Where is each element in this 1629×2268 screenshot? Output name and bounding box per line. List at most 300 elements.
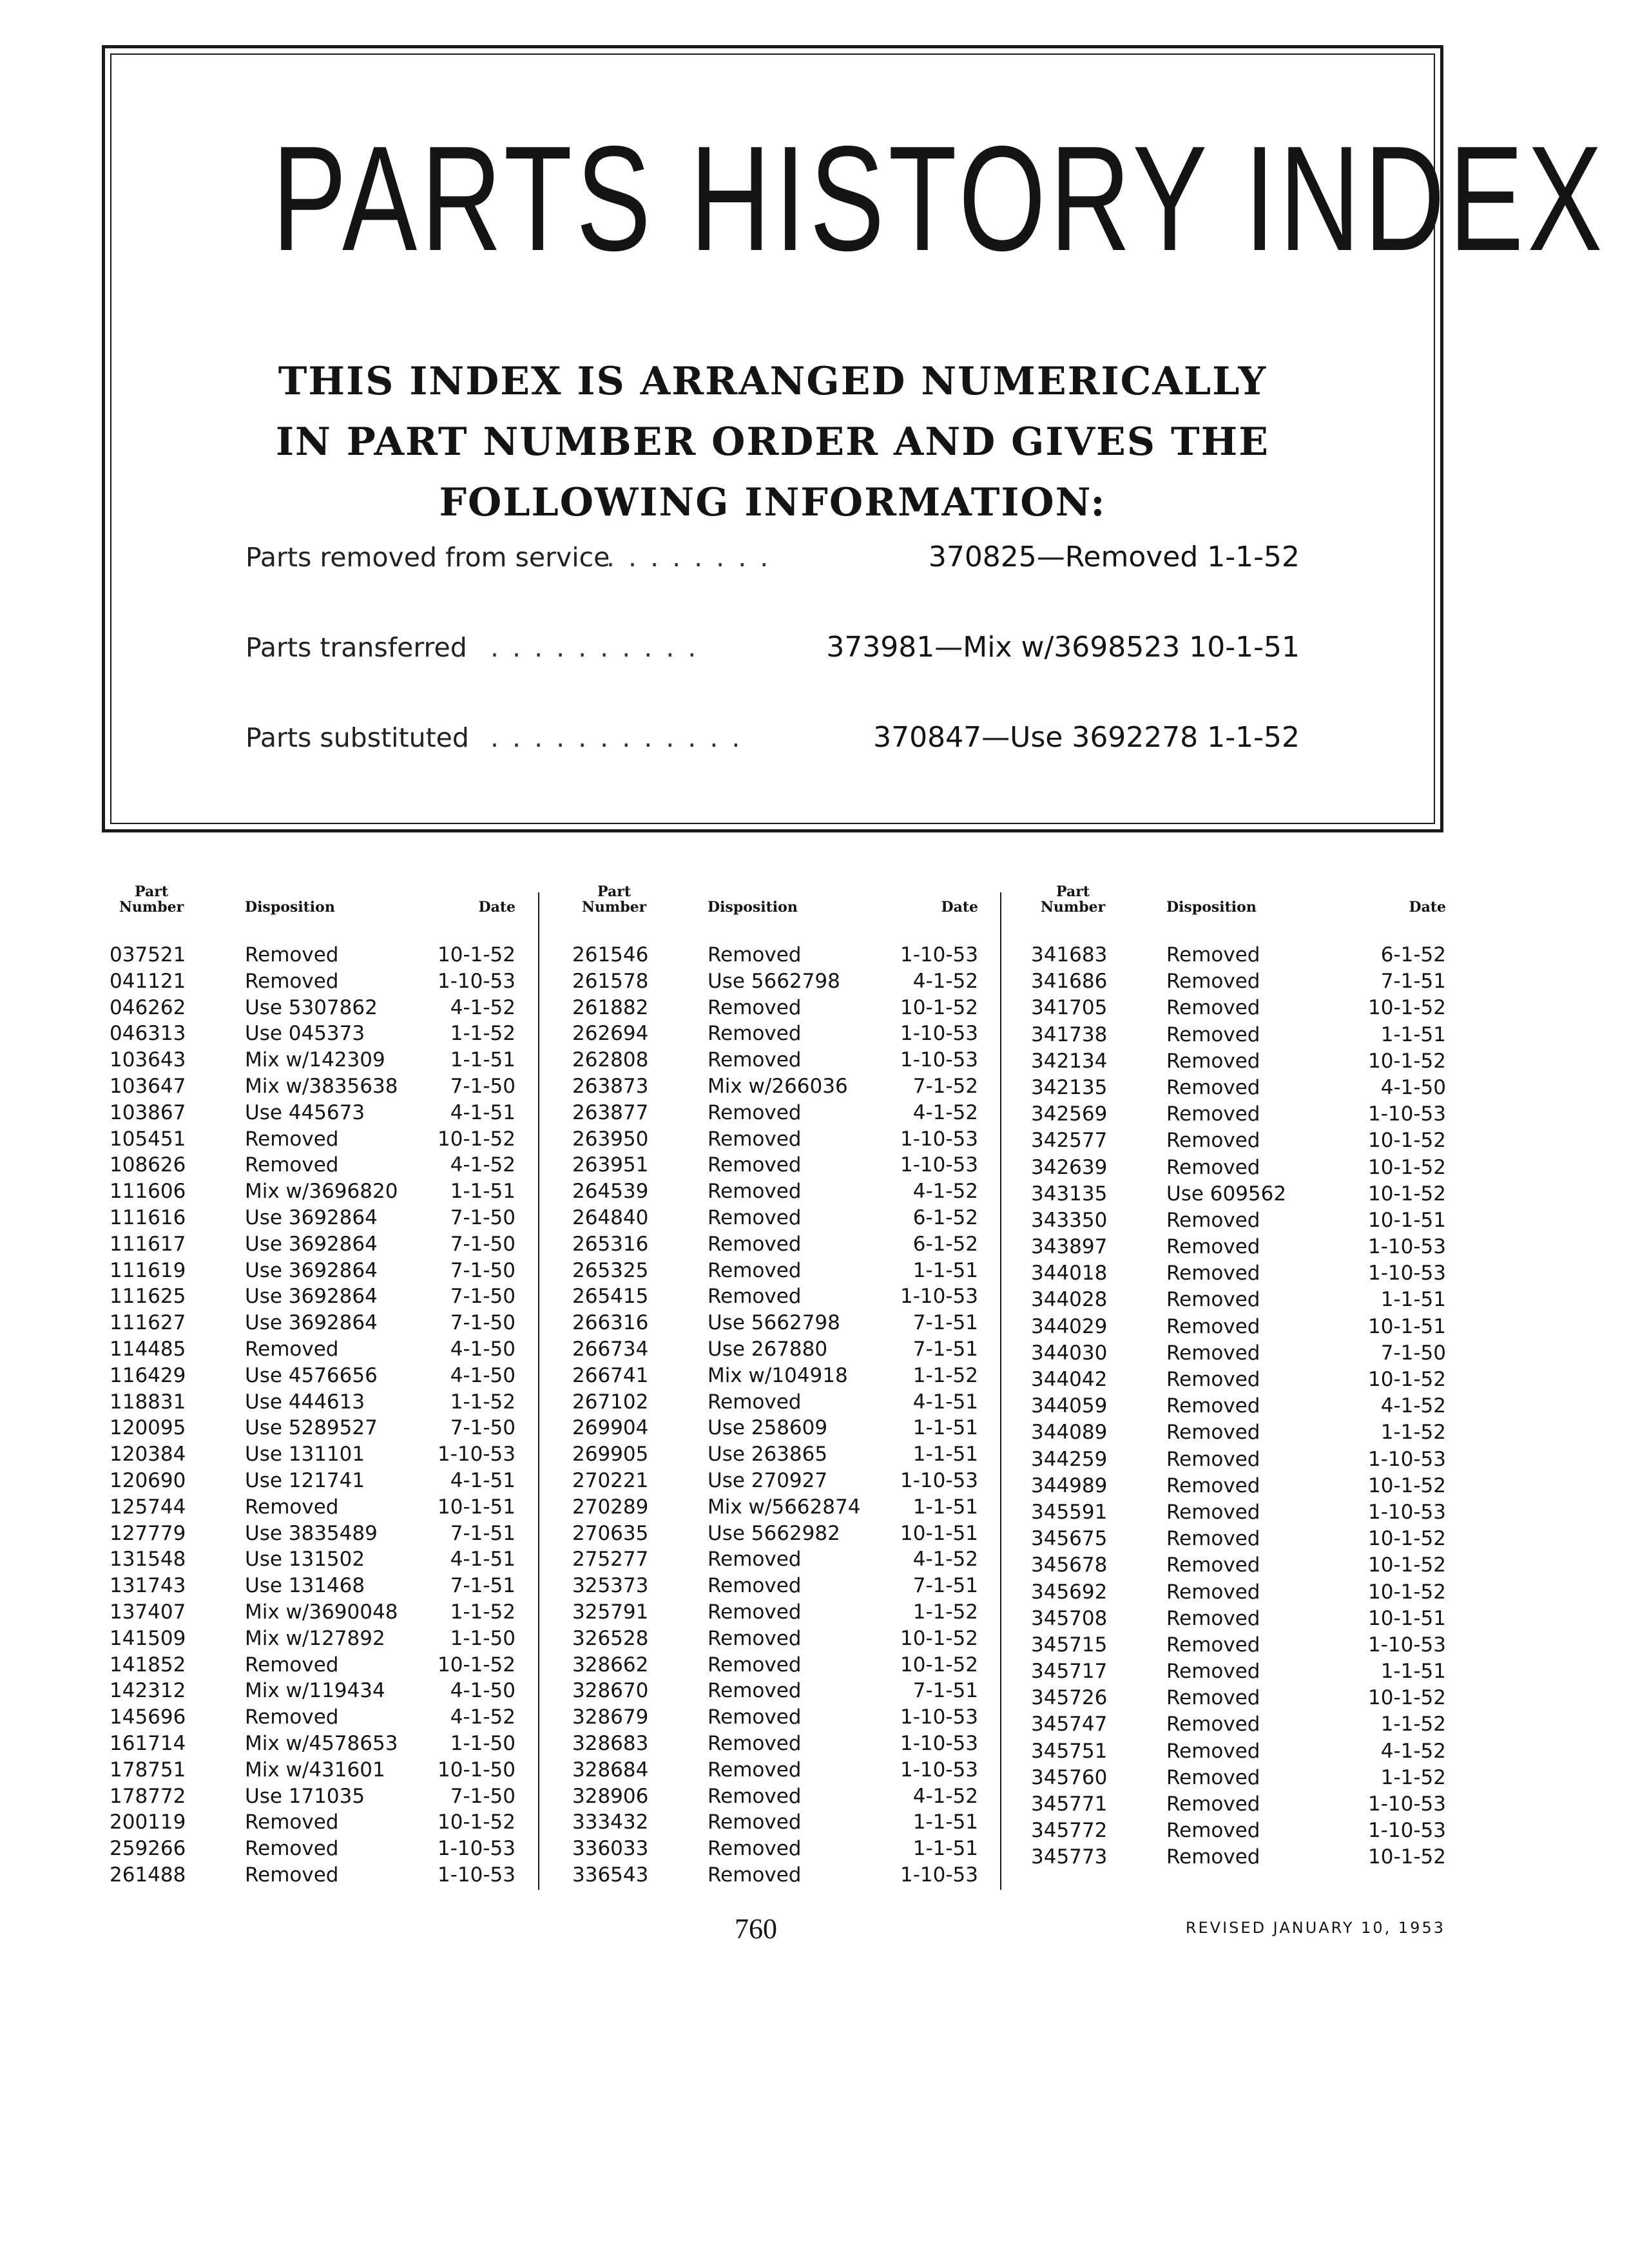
date-cell: 10-1-52 <box>1368 996 1446 1020</box>
table-row <box>1031 1287 1446 1313</box>
disposition-cell: Removed <box>1166 1129 1260 1153</box>
disposition-header: Disposition <box>245 899 335 916</box>
disposition-header: Disposition <box>708 899 798 916</box>
table-row <box>110 1573 516 1599</box>
table-row <box>572 1573 978 1599</box>
disposition-cell: Use 5289527 <box>245 1416 378 1440</box>
part-number-cell: 111616 <box>110 1206 186 1229</box>
part-number-cell: 328679 <box>572 1706 649 1729</box>
date-cell: 10-1-51 <box>900 1521 978 1545</box>
part-number-cell: 336543 <box>572 1863 649 1887</box>
disposition-cell: Mix w/5662874 <box>708 1495 861 1519</box>
part-number-cell: 344042 <box>1031 1368 1108 1391</box>
part-number-cell: 326528 <box>572 1626 649 1650</box>
disposition-cell: Removed <box>708 1022 802 1046</box>
date-cell: 1-1-51 <box>912 1416 978 1440</box>
disposition-cell: Use 131468 <box>245 1574 365 1598</box>
date-cell: 1-1-52 <box>450 1390 516 1414</box>
part-number-cell: 344030 <box>1031 1341 1108 1365</box>
date-cell: 1-10-53 <box>1368 1633 1446 1657</box>
table-row <box>572 1152 978 1178</box>
table-row <box>572 1521 978 1547</box>
description-line: THIS INDEX IS ARRANGED NUMERICALLY <box>278 359 1268 404</box>
disposition-cell: Removed <box>245 1153 339 1177</box>
disposition-cell: Use 609562 <box>1166 1182 1287 1206</box>
part-number-cell: 341686 <box>1031 970 1108 994</box>
part-number-cell: 263951 <box>572 1153 649 1177</box>
table-row <box>1031 1552 1446 1579</box>
disposition-cell: Use 3692864 <box>245 1206 378 1229</box>
table-row <box>1031 1818 1446 1844</box>
table-row <box>1031 1155 1446 1181</box>
disposition-cell: Removed <box>245 1863 339 1887</box>
disposition-cell: Mix w/266036 <box>708 1074 848 1098</box>
page-number: 760 <box>735 1913 777 1945</box>
part-number-cell: 261578 <box>572 969 649 993</box>
table-row <box>1031 1685 1446 1711</box>
part-number-cell: 270221 <box>572 1468 649 1492</box>
table-row <box>572 1336 978 1363</box>
disposition-cell: Removed <box>1166 1792 1260 1816</box>
table-row <box>572 1021 978 1047</box>
example-value: 370847—Use 3692278 1-1-52 <box>873 721 1300 754</box>
disposition-cell: Removed <box>708 1048 802 1072</box>
table-row <box>110 1626 516 1652</box>
table-row <box>110 1178 516 1205</box>
disposition-cell: Use 5662798 <box>708 1311 840 1335</box>
part-number-cell: 265415 <box>572 1285 649 1309</box>
part-number-cell: 120690 <box>110 1468 186 1492</box>
part-number-cell: 263873 <box>572 1074 649 1098</box>
table-row <box>110 1336 516 1363</box>
part-number-cell: 341738 <box>1031 1023 1108 1046</box>
date-cell: 10-1-52 <box>438 1653 516 1677</box>
table-row <box>1031 1632 1446 1658</box>
disposition-cell: Use 121741 <box>245 1468 365 1492</box>
part-number-cell: 264840 <box>572 1206 649 1229</box>
date-cell: 7-1-51 <box>912 1574 978 1598</box>
part-number-cell: 344089 <box>1031 1421 1108 1445</box>
table-row <box>1031 1128 1446 1154</box>
table-row <box>110 1862 516 1888</box>
date-cell: 7-1-50 <box>450 1416 516 1440</box>
part-number-cell: 120095 <box>110 1416 186 1440</box>
part-number-cell: 343897 <box>1031 1235 1108 1259</box>
part-number-cell: 041121 <box>110 969 186 993</box>
date-cell: 1-1-52 <box>1380 1421 1446 1445</box>
disposition-cell: Removed <box>708 995 802 1019</box>
disposition-cell: Removed <box>1166 970 1260 994</box>
column-header <box>572 883 978 934</box>
date-cell: 1-10-53 <box>1368 1500 1446 1524</box>
date-cell: 7-1-50 <box>450 1285 516 1309</box>
table-row <box>1031 1260 1446 1287</box>
example-substituted <box>246 718 1300 757</box>
disposition-cell: Removed <box>245 969 339 993</box>
index-column-2 <box>572 883 978 1901</box>
part-number-cell: 270289 <box>572 1495 649 1519</box>
date-cell: 1-1-51 <box>912 1258 978 1282</box>
date-cell: 10-1-50 <box>438 1758 516 1782</box>
date-cell: 10-1-52 <box>1368 1049 1446 1073</box>
date-cell: 1-10-53 <box>900 1758 978 1782</box>
index-column-3 <box>1031 883 1446 1901</box>
table-row <box>110 1152 516 1178</box>
part-number-cell: 131743 <box>110 1574 186 1598</box>
part-number-cell: 103647 <box>110 1074 186 1098</box>
disposition-cell: Removed <box>1166 1102 1260 1126</box>
table-row <box>110 1205 516 1231</box>
table-row <box>1031 1101 1446 1128</box>
table-row <box>110 1258 516 1284</box>
part-number-cell: 263950 <box>572 1127 649 1151</box>
date-header: Date <box>941 899 978 916</box>
date-cell: 10-1-52 <box>1368 1686 1446 1710</box>
date-cell: 1-10-53 <box>900 1048 978 1072</box>
index-column-1 <box>110 883 516 1901</box>
example-transferred <box>246 628 1300 667</box>
date-cell: 1-10-53 <box>1368 1262 1446 1285</box>
part-number-cell: 345760 <box>1031 1765 1108 1789</box>
disposition-cell: Removed <box>708 1390 802 1414</box>
table-row <box>572 1862 978 1888</box>
part-number-cell: 261488 <box>110 1863 186 1887</box>
date-cell: 7-1-51 <box>912 1679 978 1703</box>
table-row <box>110 1073 516 1100</box>
disposition-cell: Removed <box>1166 1023 1260 1046</box>
part-number-cell: 345715 <box>1031 1633 1108 1657</box>
date-cell: 10-1-51 <box>1368 1208 1446 1232</box>
disposition-cell: Mix w/3696820 <box>245 1180 398 1204</box>
table-row <box>1031 1314 1446 1340</box>
part-number-cell: 111627 <box>110 1311 186 1335</box>
table-row <box>572 1678 978 1704</box>
table-row <box>110 1731 516 1757</box>
table-row <box>572 1704 978 1731</box>
table-row <box>110 1415 516 1441</box>
part-number-cell: 325791 <box>572 1600 649 1624</box>
table-row <box>572 942 978 968</box>
date-header: Date <box>478 899 516 916</box>
part-number-cell: 342577 <box>1031 1129 1108 1153</box>
part-number-cell: 142312 <box>110 1679 186 1703</box>
disposition-cell: Removed <box>1166 1314 1260 1338</box>
part-number-cell: 265316 <box>572 1232 649 1256</box>
disposition-header: Disposition <box>1166 899 1257 916</box>
disposition-cell: Removed <box>708 1653 802 1677</box>
part-number-header: Part Number <box>1040 883 1106 916</box>
date-cell: 1-1-50 <box>450 1626 516 1650</box>
disposition-cell: Removed <box>1166 1262 1260 1285</box>
disposition-cell: Removed <box>1166 1341 1260 1365</box>
disposition-cell: Removed <box>708 1206 802 1229</box>
disposition-cell: Removed <box>1166 1819 1260 1843</box>
disposition-cell: Use 5662798 <box>708 969 840 993</box>
disposition-cell: Removed <box>245 1127 339 1151</box>
part-number-cell: 145696 <box>110 1706 186 1729</box>
date-cell: 1-10-53 <box>438 1443 516 1466</box>
disposition-cell: Removed <box>708 1548 802 1571</box>
disposition-cell: Use 4576656 <box>245 1363 378 1387</box>
date-cell: 10-1-52 <box>900 1626 978 1650</box>
date-cell: 4-1-50 <box>450 1679 516 1703</box>
date-cell: 10-1-51 <box>1368 1606 1446 1630</box>
date-cell: 1-1-51 <box>912 1443 978 1466</box>
table-row <box>110 1546 516 1573</box>
disposition-cell: Mix w/3690048 <box>245 1600 398 1624</box>
part-number-cell: 265325 <box>572 1258 649 1282</box>
disposition-cell: Removed <box>708 1258 802 1282</box>
table-row <box>572 1441 978 1468</box>
part-number-cell: 108626 <box>110 1153 186 1177</box>
table-row <box>1031 1738 1446 1765</box>
part-number-cell: 345772 <box>1031 1819 1108 1843</box>
table-row <box>572 1283 978 1310</box>
date-cell: 7-1-50 <box>1380 1341 1446 1365</box>
table-row <box>572 1809 978 1836</box>
date-cell: 1-10-53 <box>1368 1102 1446 1126</box>
date-cell: 1-10-53 <box>900 1731 978 1755</box>
column-divider <box>538 892 539 1890</box>
table-row <box>572 1126 978 1153</box>
disposition-cell: Removed <box>1166 1075 1260 1099</box>
part-number-header: Part Number <box>581 883 647 916</box>
date-cell: 10-1-52 <box>438 1127 516 1151</box>
date-cell: 10-1-52 <box>1368 1580 1446 1604</box>
date-cell: 1-10-53 <box>1368 1792 1446 1816</box>
part-number-cell: 341705 <box>1031 996 1108 1020</box>
example-value: 370825—Removed 1-1-52 <box>928 541 1300 573</box>
part-number-cell: 111619 <box>110 1258 186 1282</box>
part-number-cell: 344018 <box>1031 1262 1108 1285</box>
date-cell: 10-1-52 <box>438 1811 516 1834</box>
part-number-cell: 325373 <box>572 1574 649 1598</box>
date-cell: 7-1-51 <box>912 1337 978 1361</box>
part-number-cell: 259266 <box>110 1837 186 1861</box>
date-cell: 4-1-52 <box>912 1100 978 1124</box>
date-cell: 1-10-53 <box>1368 1819 1446 1843</box>
date-cell: 10-1-52 <box>1368 1553 1446 1577</box>
table-row <box>110 1783 516 1810</box>
part-number-cell: 125744 <box>110 1495 186 1519</box>
disposition-cell: Removed <box>708 1706 802 1729</box>
part-number-cell: 345726 <box>1031 1686 1108 1710</box>
table-row <box>1031 1473 1446 1499</box>
table-row <box>1031 1711 1446 1738</box>
part-number-cell: 345751 <box>1031 1739 1108 1763</box>
date-cell: 7-1-52 <box>912 1074 978 1098</box>
table-row <box>110 1126 516 1153</box>
table-row <box>572 1231 978 1258</box>
table-row <box>1031 968 1446 995</box>
disposition-cell: Removed <box>708 1285 802 1309</box>
date-cell: 10-1-51 <box>1368 1314 1446 1338</box>
table-row <box>572 1363 978 1389</box>
part-number-cell: 345692 <box>1031 1580 1108 1604</box>
table-row <box>1031 1419 1446 1446</box>
date-cell: 7-1-50 <box>450 1206 516 1229</box>
disposition-cell: Removed <box>1166 1660 1260 1684</box>
date-cell: 4-1-52 <box>450 995 516 1019</box>
part-number-cell: 343350 <box>1031 1208 1108 1232</box>
disposition-cell: Use 267880 <box>708 1337 828 1361</box>
date-cell: 1-10-53 <box>900 1706 978 1729</box>
date-cell: 10-1-52 <box>1368 1129 1446 1153</box>
date-cell: 4-1-51 <box>450 1468 516 1492</box>
part-number-cell: 269905 <box>572 1443 649 1466</box>
table-row <box>572 1178 978 1205</box>
disposition-cell: Use 3835489 <box>245 1521 378 1545</box>
part-number-cell: 345773 <box>1031 1845 1108 1869</box>
table-row <box>110 1231 516 1258</box>
description-line: IN PART NUMBER ORDER AND GIVES THE <box>275 419 1270 465</box>
disposition-cell: Removed <box>708 1153 802 1177</box>
disposition-cell: Use 5662982 <box>708 1521 840 1545</box>
disposition-cell: Removed <box>1166 1447 1260 1471</box>
table-row <box>1031 1048 1446 1075</box>
disposition-cell: Use 445673 <box>245 1100 365 1124</box>
disposition-cell: Mix w/3835638 <box>245 1074 398 1098</box>
table-row <box>1031 1234 1446 1260</box>
table-row <box>110 1521 516 1547</box>
disposition-cell: Mix w/119434 <box>245 1679 385 1703</box>
disposition-cell: Removed <box>708 1626 802 1650</box>
date-cell: 1-1-50 <box>450 1731 516 1755</box>
date-cell: 1-1-51 <box>912 1495 978 1519</box>
date-cell: 1-10-53 <box>1368 1235 1446 1259</box>
disposition-cell: Removed <box>245 943 339 966</box>
date-cell: 10-1-52 <box>1368 1155 1446 1179</box>
header-box <box>102 45 1606 832</box>
part-number-cell: 345591 <box>1031 1500 1108 1524</box>
date-cell: 1-1-52 <box>912 1363 978 1387</box>
table-row <box>1031 1658 1446 1685</box>
table-row <box>572 995 978 1021</box>
date-cell: 4-1-51 <box>912 1390 978 1414</box>
disposition-cell: Removed <box>1166 1235 1260 1259</box>
date-cell: 1-1-52 <box>1380 1713 1446 1736</box>
disposition-cell: Use 444613 <box>245 1390 365 1414</box>
table-row <box>110 995 516 1021</box>
table-row <box>572 1415 978 1441</box>
rows <box>1031 942 1446 1871</box>
table-row <box>1031 1791 1446 1818</box>
revision-date: REVISED JANUARY 10, 1953 <box>1185 1919 1445 1937</box>
part-number-cell: 275277 <box>572 1548 649 1571</box>
date-cell: 4-1-50 <box>450 1337 516 1361</box>
date-cell: 1-1-51 <box>1380 1288 1446 1312</box>
disposition-cell: Use 3692864 <box>245 1232 378 1256</box>
table-row <box>1031 1181 1446 1207</box>
table-row <box>572 1652 978 1678</box>
table-row <box>110 1363 516 1389</box>
date-cell: 4-1-52 <box>1380 1739 1446 1763</box>
table-row <box>1031 1340 1446 1367</box>
part-number-cell: 127779 <box>110 1521 186 1545</box>
part-number-cell: 344028 <box>1031 1288 1108 1312</box>
part-number-cell: 262694 <box>572 1022 649 1046</box>
part-number-cell: 111606 <box>110 1180 186 1204</box>
table-row <box>110 1494 516 1521</box>
date-cell: 1-10-53 <box>900 1863 978 1887</box>
part-number-cell: 342134 <box>1031 1049 1108 1073</box>
part-number-cell: 333432 <box>572 1811 649 1834</box>
part-number-cell: 266316 <box>572 1311 649 1335</box>
date-header: Date <box>1409 899 1446 916</box>
disposition-cell: Removed <box>708 1127 802 1151</box>
disposition-cell: Mix w/104918 <box>708 1363 848 1387</box>
date-cell: 10-1-52 <box>900 1653 978 1677</box>
table-row <box>110 1441 516 1468</box>
date-cell: 6-1-52 <box>1380 943 1446 966</box>
table-row <box>1031 995 1446 1021</box>
disposition-cell: Removed <box>1166 1845 1260 1869</box>
date-cell: 7-1-50 <box>450 1232 516 1256</box>
table-row <box>1031 1499 1446 1526</box>
date-cell: 7-1-50 <box>450 1258 516 1282</box>
table-row <box>1031 1075 1446 1101</box>
date-cell: 1-1-52 <box>912 1600 978 1624</box>
part-number-cell: 046313 <box>110 1022 186 1046</box>
part-number-cell: 105451 <box>110 1127 186 1151</box>
table-row <box>572 1731 978 1757</box>
part-number-cell: 120384 <box>110 1443 186 1466</box>
table-row <box>572 968 978 995</box>
example-label: Parts transferred <box>246 632 467 663</box>
disposition-cell: Removed <box>708 1863 802 1887</box>
disposition-cell: Removed <box>245 1837 339 1861</box>
date-cell: 4-1-51 <box>450 1100 516 1124</box>
disposition-cell: Removed <box>245 1495 339 1519</box>
disposition-cell: Removed <box>708 1811 802 1834</box>
disposition-cell: Removed <box>1166 1394 1260 1418</box>
disposition-cell: Use 131101 <box>245 1443 365 1466</box>
column-header <box>1031 883 1446 934</box>
date-cell: 4-1-50 <box>450 1363 516 1387</box>
part-number-cell: 343135 <box>1031 1182 1108 1206</box>
leader-dots: ........ <box>606 542 782 573</box>
date-cell: 4-1-52 <box>912 1548 978 1571</box>
part-number-cell: 270635 <box>572 1521 649 1545</box>
date-cell: 10-1-52 <box>1368 1474 1446 1497</box>
date-cell: 1-1-51 <box>450 1180 516 1204</box>
disposition-cell: Removed <box>245 1653 339 1677</box>
part-number-cell: 266741 <box>572 1363 649 1387</box>
table-row <box>110 942 516 968</box>
date-cell: 7-1-50 <box>450 1311 516 1335</box>
table-row <box>572 1783 978 1810</box>
part-number-cell: 345771 <box>1031 1792 1108 1816</box>
part-number-cell: 341683 <box>1031 943 1108 966</box>
table-row <box>572 1599 978 1626</box>
disposition-cell: Removed <box>1166 1474 1260 1497</box>
table-row <box>110 1021 516 1047</box>
disposition-cell: Removed <box>1166 1527 1260 1551</box>
date-cell: 6-1-52 <box>912 1206 978 1229</box>
table-row <box>572 1494 978 1521</box>
disposition-cell: Removed <box>708 1100 802 1124</box>
rows <box>110 942 516 1888</box>
table-row <box>110 1757 516 1783</box>
date-cell: 10-1-52 <box>1368 1368 1446 1391</box>
date-cell: 4-1-52 <box>450 1706 516 1729</box>
date-cell: 4-1-52 <box>450 1153 516 1177</box>
date-cell: 7-1-51 <box>912 1311 978 1335</box>
part-number-cell: 261882 <box>572 995 649 1019</box>
part-number-cell: 141509 <box>110 1626 186 1650</box>
part-number-cell: 345675 <box>1031 1527 1108 1551</box>
page-title: PARTS HISTORY INDEX <box>272 115 1606 282</box>
